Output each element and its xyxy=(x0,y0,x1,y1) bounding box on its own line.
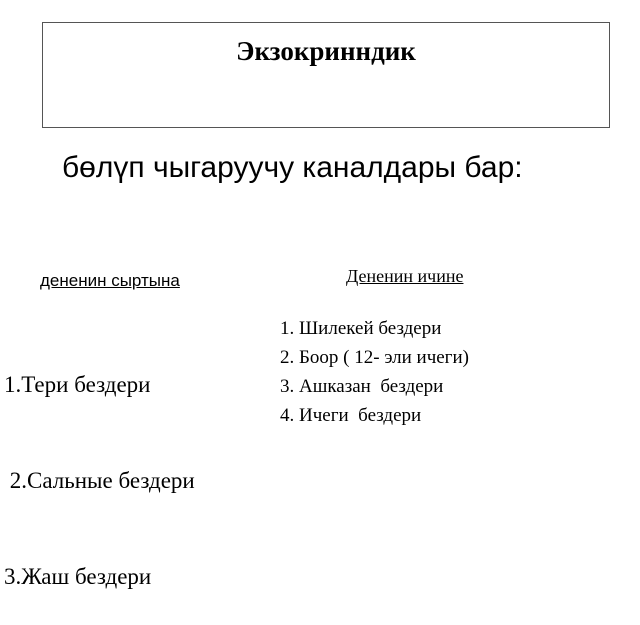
list-item: 1. Шилекей бездери xyxy=(280,318,442,339)
list-item: 3. Ашказан бездери xyxy=(280,376,444,397)
list-item: 2. Боор ( 12- эли ичеги) xyxy=(280,347,469,368)
slide-title: Экзокринндик xyxy=(236,36,416,66)
title-box xyxy=(42,22,610,128)
list-item: 3.Жаш бездери xyxy=(4,564,152,589)
list-item: 1.Тери бездери xyxy=(4,372,151,397)
left-column-list xyxy=(4,305,195,625)
list-item: 4. Ичеги бездери xyxy=(280,405,422,426)
list-item: 2.Сальные бездери xyxy=(4,468,195,493)
slide-subtitle: бөлүп чыгаруучу каналдары бар: xyxy=(62,151,523,184)
right-column-list xyxy=(280,314,469,430)
left-column-heading: дененин сыртына xyxy=(40,271,180,290)
right-column-heading: Дененин ичине xyxy=(346,266,464,286)
